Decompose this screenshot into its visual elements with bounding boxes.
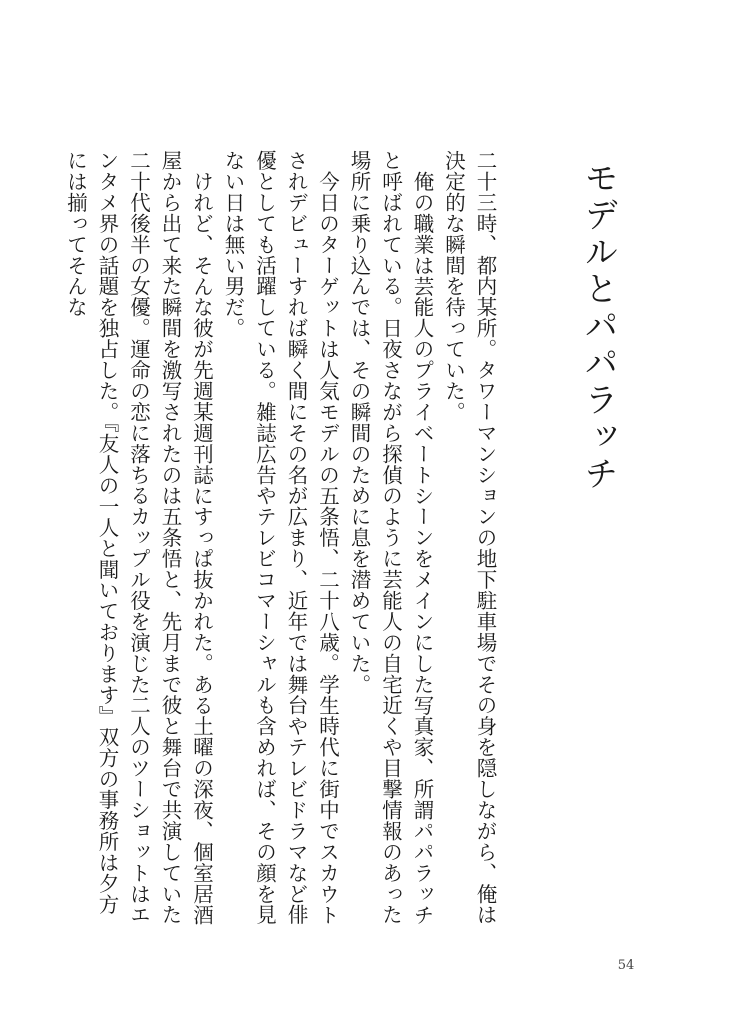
paragraph-3: 今日のターゲットは人気モデルの五条悟、二十八歳。学生時代に街中でスカウトされデビューすれば瞬く間にその名が広まり、近年では舞台やテレビドラマなど俳優としても活躍している。雑誌広告やテレビコマーシャルも含めれば、その顔を見ない日は無い男だ。 bbox=[221, 150, 340, 926]
page-number: 54 bbox=[617, 958, 635, 973]
paragraph-2: 俺の職業は芸能人のプライベートシーンをメインにした写真家、所謂パパラッチと呼ばれている。日夜さながら探偵のように芸能人の自宅近くや目撃情報のあった場所に乗り込んでは、その瞬間のために息を潜めていた。 bbox=[347, 150, 434, 926]
body-text bbox=[63, 150, 500, 930]
chapter-title: モデルとパパラッチ bbox=[578, 160, 618, 493]
paragraph-1: 二十三時、都内某所。タワーマンションの地下駐車場でその身を隠しながら、俺は決定的な瞬間を待っていた。 bbox=[441, 150, 497, 926]
paragraph-4: けれど、そんな彼が先週某週刊誌にすっぱ抜かれた。ある土曜の深夜、個室居酒屋から出て来た瞬間を激写されたのは五条悟と、先月まで彼と舞台で共演していた二十代後半の女優。運命の恋に落ちるカップル役を演じた二人のツーショットはエンタメ界の話題を独占した。『友人の一人と聞いております』双方の事務所は夕方には揃ってそんな bbox=[63, 150, 214, 926]
